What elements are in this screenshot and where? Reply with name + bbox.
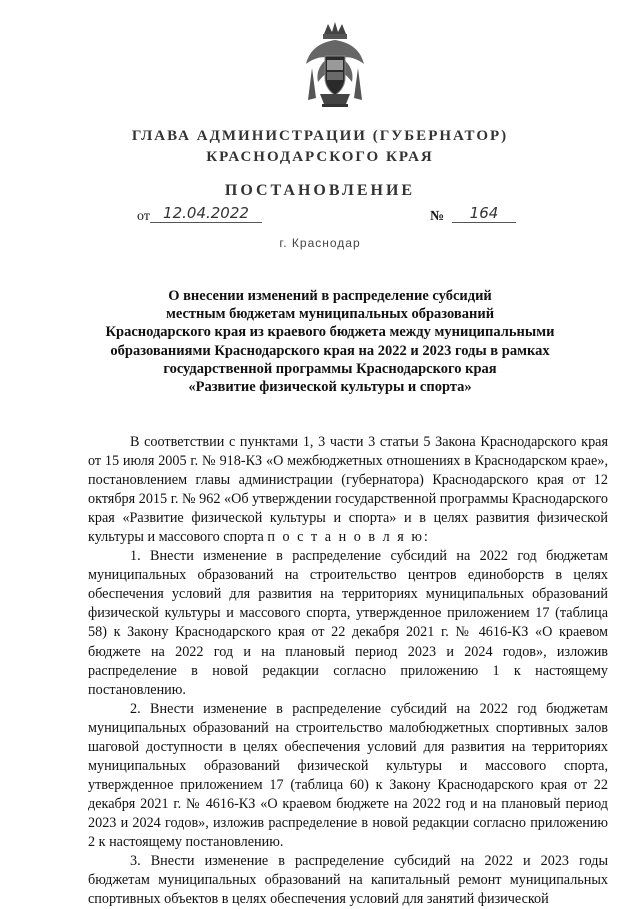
region-title: КРАСНОДАРСКОГО КРАЯ [206, 149, 434, 165]
title-line: «Развитие физической культуры и спорта» [188, 379, 472, 396]
decree-word: п о с т а н о в л я ю: [267, 529, 430, 546]
document-title [100, 287, 560, 396]
document-type: ПОСТАНОВЛЕНИЕ [224, 182, 416, 199]
date-value: 12.04.2022 [150, 204, 262, 223]
preamble-paragraph [88, 433, 608, 547]
body-paragraph: 1. Внести изменение в распределение субсидий на 2022 год бюджетам муниципальных образований на строительство центров единоборств в целях обеспечения условий для развития на территориях муниципальных образований физической культуры и массового спорта, утвержденное приложением 17 (таблица 58) к Закону Краснодарского края от 22 декабря 2021 г. № 4616-КЗ «О краевом бюджете на 2022 год и на плановый период 2023 и 2024 годов», изложив распределение в новой редакции согласно приложению 1 к настоящему постановлению. [88, 548, 608, 698]
body-paragraph: 3. Внести изменение в распределение субсидий на 2022 и 2023 годы бюджетам муниципальных образований на капитальный ремонт муниципальных спортивных объектов в целях обеспечения условий для занятий физической [88, 853, 608, 908]
body-paragraph: 2. Внести изменение в распределение субсидий на 2022 год бюджетам муниципальных образований на строительство малобюджетных спортивных залов шаговой доступности в целях обеспечения условий для развития на территориях муниципальных образований физической культуры и массового спорта, утвержденное приложением 17 (таблица 60) к Закону Краснодарского края от 22 декабря 2021 г. № 4616-КЗ «О краевом бюджете на 2022 год и на плановый период 2023 и 2024 годов», изложив распределение в новой редакции согласно приложению 2 к настоящему постановлению. [88, 700, 608, 850]
title-line: образованиями Краснодарского края на 2022 и 2023 годы в рамках [110, 342, 550, 359]
coat-of-arms-emblem [302, 20, 368, 110]
city-name: г. Краснодар [279, 236, 361, 250]
preamble-text: В соответствии с пунктами 1, 3 части 3 статьи 5 Закона Краснодарского края от 15 июля 2005 г. № 918-КЗ «О межбюджетных отношениях в Краснодарском крае», постановлением главы администрации (губернатора) Краснодарского края от 12 октября 2015 г. № 962 «Об утверждении государственной программы Краснодарского края «Развитие физической культуры и спорта» и в целях развития физической культуры и массового спорта [88, 434, 608, 546]
authority-title: ГЛАВА АДМИНИСТРАЦИИ (ГУБЕРНАТОР) [131, 128, 509, 144]
document-body [88, 433, 608, 909]
title-line: государственной программы Краснодарского края [163, 360, 497, 377]
number-value: 164 [452, 204, 516, 223]
title-line: О внесении изменений в распределение субсидий [168, 288, 492, 304]
title-line: местным бюджетам муниципальных образований [165, 306, 495, 323]
title-line: Краснодарского края из краевого бюджета между муниципальными [105, 324, 555, 341]
date-label: от [137, 209, 150, 224]
number-label: № [430, 209, 445, 224]
